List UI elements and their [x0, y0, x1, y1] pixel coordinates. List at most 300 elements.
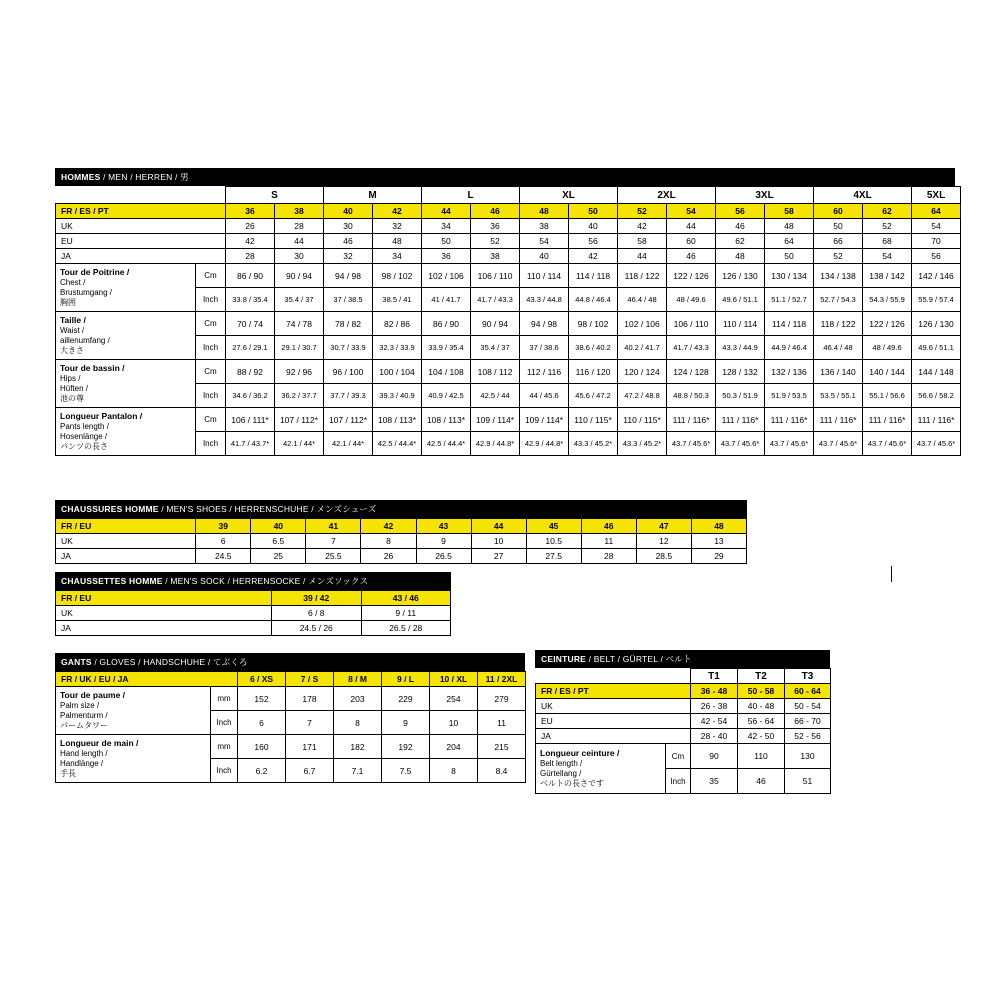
socks-row-cell: 43 / 46 — [361, 591, 451, 606]
socks-row-cell: 39 / 42 — [272, 591, 361, 606]
men-row-label: UK — [56, 219, 226, 234]
shoes-row-cell: 44 — [471, 519, 526, 534]
men-unit-cm: Cm — [196, 360, 226, 384]
socks-row-cell: 6 / 8 — [272, 606, 361, 621]
belt-title-rest: / BELT / GÜRTEL / ベルト — [588, 654, 692, 664]
men-row-cell: 32 — [324, 249, 373, 264]
men-row-cell: 48 — [373, 234, 422, 249]
men-row-cell: 58 — [765, 204, 814, 219]
men-measure-cell: 52.7 / 54.3 — [814, 288, 863, 312]
table-row — [56, 264, 961, 288]
shoes-row-cell: 26 — [361, 549, 416, 564]
men-row-cell: 54 — [863, 249, 912, 264]
men-measure-cell: 108 / 112 — [471, 360, 520, 384]
men-measure-cell: 43.7 / 45.6* — [912, 432, 961, 456]
shoes-row-cell: 46 — [581, 519, 636, 534]
gloves-measure-cell: 215 — [478, 735, 526, 759]
belt-row-cell: 42 - 50 — [738, 729, 785, 744]
men-measure-cell: 41.7 / 43.7* — [226, 432, 275, 456]
shoes-row-cell: 11 — [581, 534, 636, 549]
shoes-row-cell: 12 — [636, 534, 691, 549]
men-measure-cell: 138 / 142 — [863, 264, 912, 288]
men-row-cell: 34 — [373, 249, 422, 264]
men-measure-cell: 106 / 111* — [226, 408, 275, 432]
gloves-measure-cell: 182 — [334, 735, 382, 759]
men-row-cell: 30 — [275, 249, 324, 264]
men-row-cell: 54 — [667, 204, 716, 219]
men-measure-cell: 108 / 113* — [422, 408, 471, 432]
men-row-cell: 62 — [863, 204, 912, 219]
men-row-cell: 48 — [520, 204, 569, 219]
gloves-measure-cell: 8 — [430, 759, 478, 783]
men-measure-cell: 94 / 98 — [520, 312, 569, 336]
belt-row-cell: 52 - 56 — [785, 729, 831, 744]
table-row — [56, 360, 961, 384]
men-measure-cell: 42.5 / 44.4* — [422, 432, 471, 456]
men-measure-cell: 41.7 / 43.3 — [667, 336, 716, 360]
men-row-cell: 34 — [422, 219, 471, 234]
shoes-row-cell: 27.5 — [526, 549, 581, 564]
men-measure-cell: 98 / 102 — [569, 312, 618, 336]
men-row-cell: 50 — [814, 219, 863, 234]
table-row — [56, 219, 961, 234]
men-measure-cell: 86 / 90 — [226, 264, 275, 288]
men-row-cell: 58 — [618, 234, 667, 249]
belt-size-group-header — [536, 669, 831, 684]
shoes-row-label: JA — [56, 549, 196, 564]
men-measure-cell: 94 / 98 — [324, 264, 373, 288]
men-row-cell: 38 — [275, 204, 324, 219]
men-size-table-wrapper — [55, 168, 955, 456]
men-size-group-4XL: 4XL — [814, 187, 912, 204]
table-row — [56, 519, 747, 534]
men-row-cell: 64 — [912, 204, 961, 219]
gloves-unit-bottom: Inch — [211, 759, 238, 783]
men-size-table — [55, 186, 961, 456]
men-measure-cell: 116 / 120 — [569, 360, 618, 384]
gloves-measure-cell: 8.4 — [478, 759, 526, 783]
gloves-header-cell: 8 / M — [334, 672, 382, 687]
belt-row-cell: 40 - 48 — [738, 699, 785, 714]
men-measure-cell: 53.5 / 55.1 — [814, 384, 863, 408]
men-row-cell: 56 — [716, 204, 765, 219]
men-unit-cm: Cm — [196, 264, 226, 288]
men-measure-cell: 54.3 / 55.9 — [863, 288, 912, 312]
socks-row-cell: 26.5 / 28 — [361, 621, 451, 636]
men-row-cell: 36 — [471, 219, 520, 234]
table-row — [536, 729, 831, 744]
men-measure-cell: 134 / 138 — [814, 264, 863, 288]
men-row-cell: 52 — [618, 204, 667, 219]
shoes-row-cell: 43 — [416, 519, 471, 534]
men-measure-cell: 90 / 94 — [275, 264, 324, 288]
men-row-cell: 42 — [618, 219, 667, 234]
belt-section-title — [535, 650, 830, 668]
belt-size-group-T3: T3 — [785, 669, 831, 684]
shoes-row-cell: 13 — [691, 534, 746, 549]
men-size-group-S: S — [226, 187, 324, 204]
gloves-header-cell: 11 / 2XL — [478, 672, 526, 687]
shoes-row-cell: 8 — [361, 534, 416, 549]
gloves-title-bold: GANTS — [61, 657, 92, 667]
men-row-cell: 44 — [275, 234, 324, 249]
belt-size-group-T2: T2 — [738, 669, 785, 684]
socks-row-label: FR / EU — [56, 591, 272, 606]
belt-measure-label: Longueur ceinture / Belt length / Gürtellang / ベルトの長さです — [536, 744, 666, 794]
men-measure-cell: 126 / 130 — [912, 312, 961, 336]
shoes-row-cell: 7 — [306, 534, 361, 549]
men-measure-cell: 110 / 114 — [716, 312, 765, 336]
shoes-row-cell: 27 — [471, 549, 526, 564]
men-measure-cell: 51.9 / 53.5 — [765, 384, 814, 408]
men-measure-cell: 111 / 116* — [814, 408, 863, 432]
men-row-cell: 46 — [471, 204, 520, 219]
men-measure-cell: 43.3 / 45.2* — [618, 432, 667, 456]
men-measure-cell: 122 / 126 — [863, 312, 912, 336]
men-row-cell: 52 — [814, 249, 863, 264]
men-measure-cell: 55.1 / 56.6 — [863, 384, 912, 408]
shoes-table — [55, 518, 747, 564]
belt-unit-top: Cm — [666, 744, 691, 769]
belt-measure-cell: 110 — [738, 744, 785, 769]
men-row-cell: 44 — [422, 204, 471, 219]
men-row-cell: 40 — [520, 249, 569, 264]
men-measure-cell: 44 / 45.6 — [520, 384, 569, 408]
gloves-measure-label: Longueur de main / Hand length / Handlänge / 手長 — [56, 735, 211, 783]
belt-row-cell: 36 - 48 — [691, 684, 738, 699]
table-row — [56, 312, 961, 336]
men-measure-cell: 118 / 122 — [814, 312, 863, 336]
table-row — [56, 204, 961, 219]
men-measure-cell: 43.7 / 45.6* — [716, 432, 765, 456]
men-measure-cell: 92 / 96 — [275, 360, 324, 384]
men-measure-cell: 111 / 116* — [912, 408, 961, 432]
table-row — [56, 408, 961, 432]
men-measure-cell: 49.6 / 51.1 — [716, 288, 765, 312]
men-measure-cell: 90 / 94 — [471, 312, 520, 336]
men-measure-cell: 51.1 / 52.7 — [765, 288, 814, 312]
gloves-title-rest: / GLOVES / HANDSCHUHE / てぶくろ — [94, 657, 248, 667]
socks-row-label: UK — [56, 606, 272, 621]
men-row-cell: 46 — [716, 219, 765, 234]
men-measure-cell: 96 / 100 — [324, 360, 373, 384]
men-measure-cell: 42.1 / 44* — [324, 432, 373, 456]
belt-size-table-wrapper — [535, 650, 830, 794]
shoes-row-cell: 29 — [691, 549, 746, 564]
men-measure-cell: 46.4 / 48 — [814, 336, 863, 360]
shoes-row-cell: 25 — [251, 549, 306, 564]
men-row-cell: 60 — [667, 234, 716, 249]
gloves-header-cell: 7 / S — [286, 672, 334, 687]
men-measure-cell: 48.8 / 50.3 — [667, 384, 716, 408]
men-row-cell: 28 — [275, 219, 324, 234]
men-row-label: EU — [56, 234, 226, 249]
table-row — [536, 714, 831, 729]
men-row-cell: 36 — [422, 249, 471, 264]
men-measure-cell: 74 / 78 — [275, 312, 324, 336]
gloves-header-cell: 10 / XL — [430, 672, 478, 687]
men-row-cell: 38 — [471, 249, 520, 264]
shoes-row-cell: 47 — [636, 519, 691, 534]
men-row-cell: 70 — [912, 234, 961, 249]
men-unit-cm: Cm — [196, 312, 226, 336]
table-row — [56, 606, 451, 621]
men-measure-cell: 33.9 / 35.4 — [422, 336, 471, 360]
shoes-row-cell: 10.5 — [526, 534, 581, 549]
table-row — [56, 249, 961, 264]
men-measure-cell: 110 / 115* — [618, 408, 667, 432]
gloves-header-cell: 9 / L — [382, 672, 430, 687]
men-measure-cell: 40.2 / 41.7 — [618, 336, 667, 360]
gloves-measure-cell: 152 — [238, 687, 286, 711]
gloves-header-cell: 6 / XS — [238, 672, 286, 687]
shoes-row-cell: 9 — [416, 534, 471, 549]
belt-row-cell: 26 - 38 — [691, 699, 738, 714]
men-row-cell: 46 — [324, 234, 373, 249]
men-measure-cell: 120 / 124 — [618, 360, 667, 384]
men-measure-cell: 38.5 / 41 — [373, 288, 422, 312]
shoes-title-bold: CHAUSSURES HOMME — [61, 504, 159, 514]
men-measure-cell: 44.9 / 46.4 — [765, 336, 814, 360]
men-measure-cell: 27.6 / 29.1 — [226, 336, 275, 360]
men-measure-cell: 40.9 / 42.5 — [422, 384, 471, 408]
men-row-cell: 38 — [520, 219, 569, 234]
table-row — [56, 735, 526, 759]
socks-row-cell: 9 / 11 — [361, 606, 451, 621]
men-row-cell: 50 — [569, 204, 618, 219]
men-row-label: FR / ES / PT — [56, 204, 226, 219]
table-row — [56, 534, 747, 549]
men-row-label: JA — [56, 249, 226, 264]
belt-measure-cell: 46 — [738, 769, 785, 794]
men-row-cell: 66 — [814, 234, 863, 249]
belt-row-label: EU — [536, 714, 691, 729]
table-row — [56, 621, 451, 636]
men-size-group-2XL: 2XL — [618, 187, 716, 204]
men-measure-cell: 56.6 / 58.2 — [912, 384, 961, 408]
shoes-row-cell: 40 — [251, 519, 306, 534]
men-measure-cell: 144 / 148 — [912, 360, 961, 384]
men-measure-cell: 98 / 102 — [373, 264, 422, 288]
shoes-row-cell: 10 — [471, 534, 526, 549]
men-measure-cell: 35.4 / 37 — [471, 336, 520, 360]
belt-row-cell: 50 - 54 — [785, 699, 831, 714]
gloves-measure-cell: 254 — [430, 687, 478, 711]
men-size-group-header — [56, 187, 961, 204]
men-measure-cell: 106 / 110 — [471, 264, 520, 288]
men-measure-cell: 82 / 86 — [373, 312, 422, 336]
men-row-cell: 26 — [226, 219, 275, 234]
men-measure-cell: 106 / 110 — [667, 312, 716, 336]
men-measure-cell: 42.9 / 44.8* — [520, 432, 569, 456]
men-row-cell: 56 — [569, 234, 618, 249]
men-measure-cell: 110 / 114 — [520, 264, 569, 288]
men-measure-cell: 114 / 118 — [569, 264, 618, 288]
shoes-row-cell: 42 — [361, 519, 416, 534]
men-row-cell: 42 — [373, 204, 422, 219]
shoes-row-cell: 28 — [581, 549, 636, 564]
gloves-measure-cell: 279 — [478, 687, 526, 711]
men-measure-cell: 122 / 126 — [667, 264, 716, 288]
men-row-cell: 48 — [716, 249, 765, 264]
gloves-measure-cell: 10 — [430, 711, 478, 735]
men-measure-cell: 111 / 116* — [765, 408, 814, 432]
men-measure-cell: 30.7 / 33.9 — [324, 336, 373, 360]
men-header-blank — [56, 187, 226, 204]
table-row — [56, 234, 961, 249]
men-row-cell: 36 — [226, 204, 275, 219]
belt-size-group-T1: T1 — [691, 669, 738, 684]
men-row-cell: 30 — [324, 219, 373, 234]
men-measure-cell: 37 / 38.5 — [324, 288, 373, 312]
men-size-group-M: M — [324, 187, 422, 204]
men-unit-inch: Inch — [196, 384, 226, 408]
shoes-row-cell: 41 — [306, 519, 361, 534]
men-section-title — [55, 168, 955, 186]
gloves-measure-cell: 203 — [334, 687, 382, 711]
men-row-cell: 48 — [765, 219, 814, 234]
men-measure-cell: 114 / 118 — [765, 312, 814, 336]
men-measure-cell: 46.4 / 48 — [618, 288, 667, 312]
gloves-measure-cell: 160 — [238, 735, 286, 759]
table-row — [536, 699, 831, 714]
gloves-measure-cell: 6 — [238, 711, 286, 735]
gloves-measure-cell: 9 — [382, 711, 430, 735]
men-row-cell: 32 — [373, 219, 422, 234]
belt-measure-cell: 90 — [691, 744, 738, 769]
shoes-row-cell: 26.5 — [416, 549, 471, 564]
table-row — [56, 549, 747, 564]
men-measure-cell: 43.7 / 45.6* — [814, 432, 863, 456]
table-row — [56, 591, 451, 606]
gloves-measure-cell: 8 — [334, 711, 382, 735]
gloves-measure-cell: 7.5 — [382, 759, 430, 783]
men-measure-cell: 45.6 / 47.2 — [569, 384, 618, 408]
gloves-section-title — [55, 653, 525, 671]
men-measure-cell: 142 / 146 — [912, 264, 961, 288]
men-measure-cell: 55.9 / 57.4 — [912, 288, 961, 312]
belt-row-cell: 42 - 54 — [691, 714, 738, 729]
men-measure-cell: 78 / 82 — [324, 312, 373, 336]
men-size-group-3XL: 3XL — [716, 187, 814, 204]
table-row — [536, 744, 831, 769]
table-row — [56, 687, 526, 711]
men-measure-cell: 42.5 / 44.4* — [373, 432, 422, 456]
belt-row-cell: 66 - 70 — [785, 714, 831, 729]
men-measure-cell: 50.3 / 51.9 — [716, 384, 765, 408]
men-unit-inch: Inch — [196, 336, 226, 360]
men-measure-cell: 33.8 / 35.4 — [226, 288, 275, 312]
men-row-cell: 64 — [765, 234, 814, 249]
men-measure-cell: 132 / 136 — [765, 360, 814, 384]
men-unit-inch: Inch — [196, 288, 226, 312]
men-row-cell: 44 — [667, 219, 716, 234]
men-measure-cell: 37 / 38.6 — [520, 336, 569, 360]
men-measure-cell: 36.2 / 37.7 — [275, 384, 324, 408]
men-row-cell: 42 — [569, 249, 618, 264]
men-measure-cell: 140 / 144 — [863, 360, 912, 384]
men-measure-cell: 41.7 / 43.3 — [471, 288, 520, 312]
men-measure-cell: 39.3 / 40.9 — [373, 384, 422, 408]
socks-table — [55, 590, 451, 636]
shoes-row-cell: 28.5 — [636, 549, 691, 564]
men-measure-cell: 29.1 / 30.7 — [275, 336, 324, 360]
men-measure-cell: 110 / 115* — [569, 408, 618, 432]
belt-title-bold: CEINTURE — [541, 654, 587, 664]
belt-row-label: UK — [536, 699, 691, 714]
shoes-row-cell: 48 — [691, 519, 746, 534]
men-row-cell: 40 — [569, 219, 618, 234]
men-row-cell: 28 — [226, 249, 275, 264]
belt-measure-cell: 51 — [785, 769, 831, 794]
men-measure-cell: 35.4 / 37 — [275, 288, 324, 312]
socks-row-label: JA — [56, 621, 272, 636]
belt-row-cell: 28 - 40 — [691, 729, 738, 744]
men-measure-label: Taille / Waist / aillenumfang / 大きさ — [56, 312, 196, 360]
socks-row-cell: 24.5 / 26 — [272, 621, 361, 636]
men-size-group-XL: XL — [520, 187, 618, 204]
belt-header-blank — [536, 669, 691, 684]
men-unit-inch: Inch — [196, 432, 226, 456]
men-measure-cell: 109 / 114* — [471, 408, 520, 432]
men-measure-cell: 112 / 116 — [520, 360, 569, 384]
men-row-cell: 40 — [324, 204, 373, 219]
men-measure-cell: 102 / 106 — [422, 264, 471, 288]
shoes-section-title — [55, 500, 747, 518]
men-measure-cell: 124 / 128 — [667, 360, 716, 384]
men-measure-cell: 43.3 / 45.2* — [569, 432, 618, 456]
gloves-measure-cell: 7 — [286, 711, 334, 735]
men-row-cell: 50 — [765, 249, 814, 264]
men-measure-cell: 43.7 / 45.6* — [765, 432, 814, 456]
men-measure-cell: 43.7 / 45.6* — [863, 432, 912, 456]
men-measure-cell: 42.9 / 44.8* — [471, 432, 520, 456]
gloves-unit-top: mm — [211, 735, 238, 759]
men-row-cell: 46 — [667, 249, 716, 264]
shoes-title-rest: / MEN'S SHOES / HERRENSCHUHE / メンズシューズ — [161, 504, 377, 514]
men-measure-cell: 118 / 122 — [618, 264, 667, 288]
men-unit-cm: Cm — [196, 408, 226, 432]
men-row-cell: 60 — [814, 204, 863, 219]
gloves-measure-cell: 11 — [478, 711, 526, 735]
men-measure-cell: 43.3 / 44.9 — [716, 336, 765, 360]
gloves-table — [55, 671, 526, 783]
men-measure-cell: 48 / 49.6 — [863, 336, 912, 360]
gloves-measure-cell: 204 — [430, 735, 478, 759]
men-measure-cell: 108 / 113* — [373, 408, 422, 432]
men-measure-cell: 109 / 114* — [520, 408, 569, 432]
belt-row-label: JA — [536, 729, 691, 744]
men-measure-cell: 47.2 / 48.8 — [618, 384, 667, 408]
men-measure-cell: 88 / 92 — [226, 360, 275, 384]
men-row-cell: 50 — [422, 234, 471, 249]
men-measure-cell: 43.7 / 45.6* — [667, 432, 716, 456]
men-measure-cell: 70 / 74 — [226, 312, 275, 336]
table-row — [56, 672, 526, 687]
gloves-measure-cell: 192 — [382, 735, 430, 759]
men-row-cell: 44 — [618, 249, 667, 264]
men-row-cell: 68 — [863, 234, 912, 249]
socks-section-title — [55, 572, 451, 590]
belt-measure-cell: 35 — [691, 769, 738, 794]
gloves-measure-cell: 6.7 — [286, 759, 334, 783]
table-row — [536, 684, 831, 699]
belt-measure-cell: 130 — [785, 744, 831, 769]
men-measure-label: Tour de Poitrine / Chest / Brustumgang / 胸囲 — [56, 264, 196, 312]
belt-row-label: FR / ES / PT — [536, 684, 691, 699]
men-row-cell: 42 — [226, 234, 275, 249]
shoes-row-cell: 6.5 — [251, 534, 306, 549]
